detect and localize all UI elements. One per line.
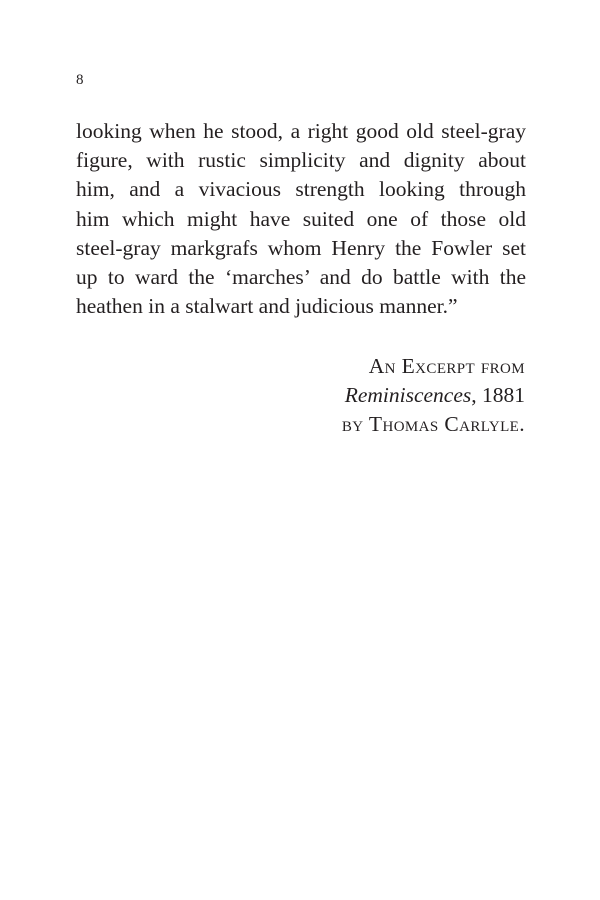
text-line: looking when he stood, a right good old steel-gray xyxy=(76,119,526,143)
work-year: , 1881 xyxy=(471,383,525,408)
excerpt-paragraph xyxy=(76,117,526,321)
attribution-work xyxy=(225,381,525,410)
text-line: him, and a vivacious strength looking through xyxy=(76,177,526,202)
attribution xyxy=(225,352,525,440)
text-line: him which might have suited one of those old xyxy=(76,206,526,231)
text-line: heathen in a stalwart and judicious manner.” xyxy=(76,294,458,319)
attribution-author: by Thomas Carlyle. xyxy=(341,412,525,437)
attribution-intro: An Excerpt from xyxy=(368,354,525,378)
text-line: figure, with rustic simplicity and dignity about xyxy=(76,148,526,173)
page-number: 8 xyxy=(76,72,84,88)
work-title: Reminiscences xyxy=(344,383,472,408)
text-line: up to ward the ‘marches’ and do battle with the xyxy=(76,265,526,290)
text-line: steel-gray markgrafs whom Henry the Fowler set xyxy=(76,235,526,260)
